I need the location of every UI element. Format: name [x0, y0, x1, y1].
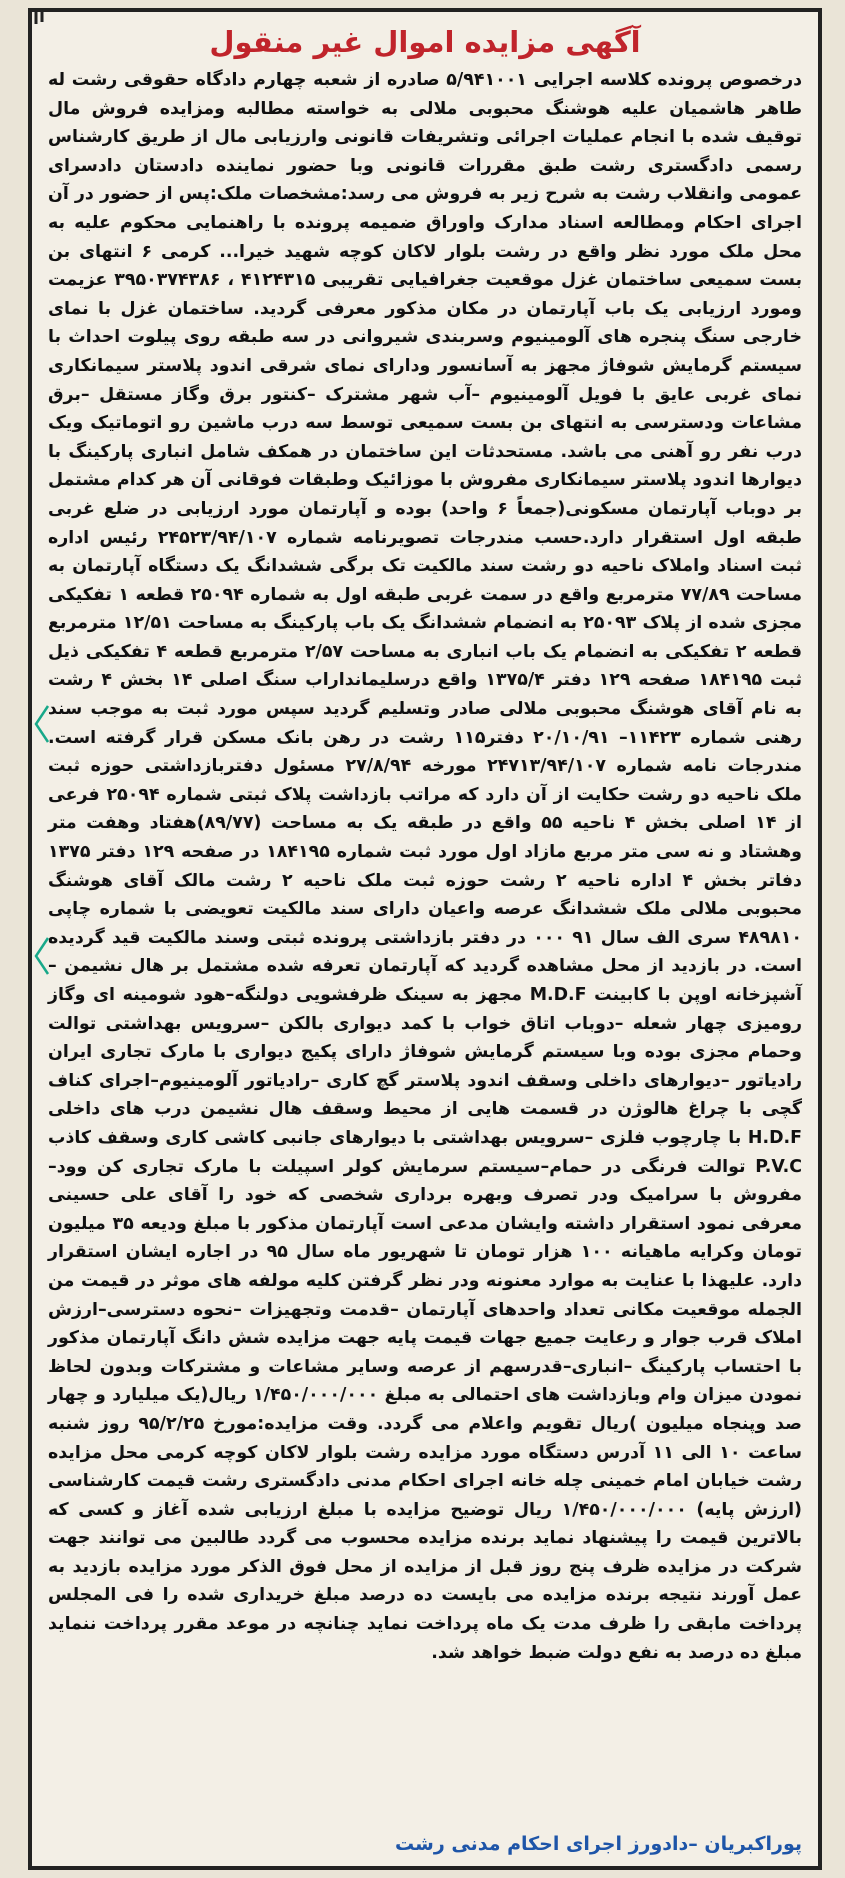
- edge-arrow-icon: [32, 936, 50, 976]
- notice-signature: پوراکبریان –دادورز اجرای احکام مدنی رشت: [395, 1833, 802, 1855]
- edge-arrow-icon: [32, 704, 50, 744]
- notice-sheet: [28, 8, 822, 1870]
- notice-title: آگهی مزایده اموال غیر منقول: [209, 25, 641, 59]
- corner-mark-icon: [32, 10, 62, 32]
- notice-body: درخصوص پرونده کلاسه اجرایی ۵/۹۴۱۰۰۱ صادره از شعبه چهارم دادگاه حقوقی رشت له طاهر هاشمیان علیه هوشنگ محبوبی ملالی به خواسته مطالبه ومزایده فروش مال توقیف شده با انجام عملیات اجرائی وتشریفات قانونی وارزیابی مال از طریق کارشناس رسمی دادگستری رشت طبق مقررات قانونی وبا حضور نماینده دادستان دادسرای عمومی وانقلاب رشت به شرح زیر به فروش می رسد:مشخصات ملک:پس از حضور در آن اجرای احکام ومطالعه اسناد مدارک واوراق ضمیمه پرونده با راهنمایی محکوم علیه به محل ملک مورد نظر واقع در رشت بلوار لاکان کوچه شهید خیرا... کرمی ۶ انتهای بن بست سمیعی ساختمان غزل موقعیت جغرافیایی تقریبی ۴۱۲۴۳۱۵ ، ۳۹۵۰۳۷۴۳۸۶ عزیمت ومورد ارزیابی یک باب آپارتمان در مکان مذکور معرفی گردید. ساختمان غزل با نمای خارجی سنگ پنجره های آلومینیوم وسربندی شیروانی در سه طبقه روی پیلوت احداث با سیستم گرمایش شوفاژ مجهز به آسانسور ودارای نمای شرقی اندود پلاستر سیمانکاری نمای غربی عایق با فویل آلومینیوم –آب شهر مشترک –کنتور برق وگاز مستقل –برق مشاعات ودسترسی به انتهای بن بست سمیعی توسط سه درب ماشین رو اتوماتیک ویک درب نفر رو آهنی می باشد. مستحدثات این ساختمان در همکف شامل انباری پارکینگ با دیوارها اندود پلاستر سیمانکاری مفروش با موزائیک وطبقات فوقانی آن هر کدام مشتمل بر دوباب آپارتمان مسکونی(جمعاً ۶ واحد) بوده و آپارتمان مورد ارزیابی در ضلع غربی طبقه اول استقرار دارد.حسب مندرجات تصویرنامه شماره ۲۴۵۲۳/۹۴/۱۰۷ رئیس اداره ثبت اسناد واملاک ناحیه دو رشت سند مالکیت تک برگی ششدانگ یک دستگاه آپارتمان به مساحت ۷۷/۸۹ مترمربع واقع در سمت غربی طبقه اول به شماره ۲۵۰۹۴ قطعه ۱ تفکیکی مجزی شده از پلاک ۲۵۰۹۳ به انضمام ششدانگ یک باب پارکینگ به مساحت ۱۲/۵۱ مترمربع قطعه ۲ تفکیکی به انضمام یک باب انباری به مساحت ۲/۵۷ مترمربع قطعه ۴ تفکیکی ذیل ثبت ۱۸۴۱۹۵ صفحه ۱۲۹ دفتر ۱۳۷۵/۴ واقع درسلیمانداراب سنگ اصلی ۱۴ بخش ۴ رشت به نام آقای هوشنگ محبوبی ملالی صادر وتسلیم گردید سپس مورد ثبت به موجب سند رهنی شماره ۱۱۴۲۳– ۲۰/۱۰/۹۱ دفتر۱۱۵ رشت در رهن بانک مسکن قرار گرفته است. مندرجات نامه شماره ۲۴۷۱۳/۹۴/۱۰۷ مورخه ۲۷/۸/۹۴ مسئول دفتربازداشتی حوزه ثبت ملک ناحیه دو رشت حکایت از آن دارد که مراتب بازداشت پلاک ثبتی شماره ۲۵۰۹۴ فرعی از ۱۴ اصلی بخش ۴ ناحیه ۵۵ واقع در طبقه یک به مساحت (۸۹/۷۷)هفتاد وهفت متر وهشتاد و نه سی متر مربع مازاد اول مورد ثبت شماره ۱۸۴۱۹۵ در صفحه ۱۲۹ دفتر ۱۳۷۵ دفاتر بخش ۴ اداره ناحیه ۲ رشت حوزه ثبت ملک ناحیه ۲ رشت مالک آقای هوشنگ محبوبی ملالی ملک ششدانگ عرصه واعیان دارای سند مالکیت تعویضی با شماره چاپی ۴۸۹۸۱۰ سری الف سال ۹۱ ۰۰۰ در دفتر بازداشتی پرونده ثبتی وسند مالکیت قید گردیده است. در بازدید از محل مشاهده گردید که آپارتمان تعرفه شده مشتمل بر هال نشیمن –آشپزخانه اوپن با کابینت M.D.F مجهز به سینک ظرفشویی دولنگه–هود شومینه ای وگاز رومیزی چهار شعله –دوباب اتاق خواب با کمد دیواری بالکن –سرویس بهداشتی توالت وحمام مجزی بوده وبا سیستم گرمایش شوفاژ دارای پکیج دیواری با مارک تجاری ایران رادیاتور –دیوارهای داخلی وسقف اندود پلاستر گچ کاری –رادیاتور آلومینیوم–اجرای کناف گچی با چراغ هالوژن در قسمت هایی از محیط وسقف هال نشیمن درب های داخلی H.D.F با چارچوب فلزی –سرویس بهداشتی با دیوارهای جانبی کاشی کاری وسقف کاذب P.V.C توالت فرنگی در حمام–سیستم سرمایش کولر اسپیلت با مارک تجاری کن وود–مفروش با سرامیک ودر تصرف وبهره برداری شخصی که خود را آقای علی حسینی معرفی نمود استقرار داشته وایشان مدعی است آپارتمان مذکور با مبلغ ودیعه ۳۵ میلیون تومان وکرایه ماهیانه ۱۰۰ هزار تومان تا شهریور ماه سال ۹۵ در اجاره ایشان استقرار دارد. علیهذا با عنایت به موارد معنونه ودر نظر گرفتن کلیه مولفه های موثر در قیمت من الجمله موقعیت مکانی تعداد واحدهای آپارتمان –قدمت وتجهیزات –نحوه دسترسی–ارزش املاک قرب جوار و رعایت جمیع جهات قیمت پایه جهت مزایده شش دانگ آپارتمان مذکور با احتساب پارکینگ –انباری–قدرسهم از عرصه وسایر مشاعات و مشترکات وبدون لحاظ نمودن میزان وام وبازداشت های احتمالی به مبلغ ۱/۴۵۰/۰۰۰/۰۰۰ ریال(یک میلیارد و چهار صد وپنجاه میلیون )ریال تقویم واعلام می گردد. وقت مزایده:مورخ ۹۵/۲/۲۵ روز شنبه ساعت ۱۰ الی ۱۱ آدرس دستگاه مورد مزایده رشت بلوار لاکان کوچه کرمی محل مزایده رشت خیابان امام خمینی چله خانه اجرای احکام مدنی دادگستری رشت قیمت کارشناسی (ارزش پایه) ۱/۴۵۰/۰۰۰/۰۰۰ ریال توضیح مزایده با مبلغ ارزیابی شده آغاز و کسی که بالاترین قیمت را پیشنهاد نماید برنده مزایده محسوب می گردد طالبین می توانند جهت شرکت در مزایده ظرف پنج روز قبل از مزایده از محل فوق الذکر مورد مزایده بازدید به عمل آورند نتیجه برنده مزایده می بایست ده درصد مبلغ خریداری شده را فی المجلس پرداخت مابقی را ظرف مدت یک ماه پرداخت نماید چنانچه در موعد مقرر پرداخت ننماید مبلغ ده درصد به نفع دولت ضبط خواهد شد.: [48, 70, 803, 1663]
